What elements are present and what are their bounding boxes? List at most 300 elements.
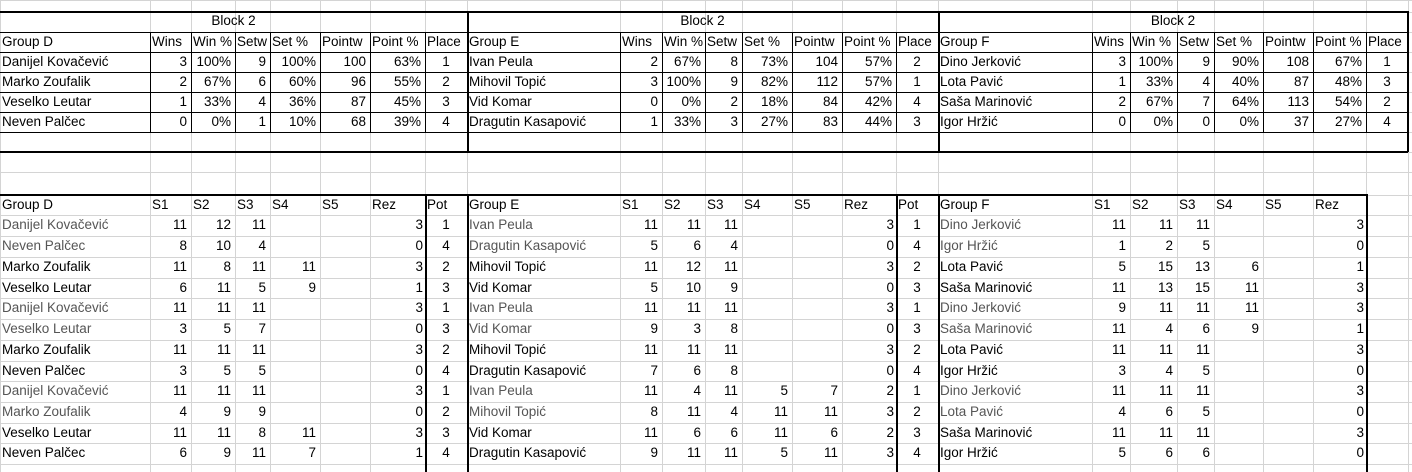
set-score-cell bbox=[744, 278, 788, 298]
set-score-cell bbox=[322, 278, 366, 298]
set-score-cell: 11 bbox=[723, 217, 738, 232]
set-score-cell bbox=[1265, 423, 1309, 443]
stat-cell: 48% bbox=[1334, 74, 1362, 89]
stat-cell: 33% bbox=[673, 114, 701, 129]
stat-cell: 55% bbox=[393, 74, 421, 89]
stat-cell: 0% bbox=[1153, 114, 1173, 129]
set-score-cell bbox=[1216, 340, 1259, 360]
result-cell: 3 bbox=[1356, 300, 1364, 315]
set-score-cell: 11 bbox=[1111, 321, 1126, 336]
set-score-cell: 9 bbox=[650, 321, 658, 336]
pot-cell: 4 bbox=[442, 445, 450, 460]
set-score-cell: 8 bbox=[223, 259, 231, 274]
set-score-cell: 5 bbox=[1202, 404, 1210, 419]
result-cell: 3 bbox=[415, 217, 423, 232]
stat-cell: 10% bbox=[288, 114, 316, 129]
player-name: Danijel Kovačević bbox=[2, 217, 109, 232]
set-score-cell: 11 bbox=[643, 342, 658, 357]
player-name: Igor Hržić bbox=[940, 445, 998, 460]
stat-cell: 57% bbox=[864, 54, 892, 69]
set-score-cell: 4 bbox=[1165, 321, 1173, 336]
set-score-cell: 3 bbox=[179, 363, 187, 378]
column-header: Place bbox=[1368, 34, 1402, 49]
set-score-cell: 3 bbox=[179, 321, 187, 336]
stat-cell: 100 bbox=[343, 54, 366, 69]
column-header: S4 bbox=[1216, 197, 1233, 212]
set-score-cell: 5 bbox=[1202, 238, 1210, 253]
result-cell: 1 bbox=[415, 445, 423, 460]
set-score-cell bbox=[1265, 319, 1309, 339]
set-score-cell bbox=[1265, 298, 1309, 318]
set-score-cell bbox=[272, 298, 316, 318]
pot-cell: 4 bbox=[913, 238, 921, 253]
player-name: Marko Zoufalik bbox=[2, 404, 91, 419]
set-score-cell: 15 bbox=[1194, 280, 1210, 295]
pot-cell: 4 bbox=[913, 445, 921, 460]
set-score-cell: 2 bbox=[1165, 238, 1173, 253]
pot-cell: 4 bbox=[442, 238, 450, 253]
player-name: Lota Pavić bbox=[940, 259, 1004, 274]
result-cell: 3 bbox=[886, 259, 894, 274]
player-name: Saša Marinović bbox=[940, 425, 1033, 440]
stat-cell: 67% bbox=[1334, 54, 1362, 69]
stat-cell: 27% bbox=[1334, 114, 1362, 129]
place-cell: 4 bbox=[1383, 114, 1391, 129]
column-header: Wins bbox=[622, 34, 652, 49]
column-header: Pointw bbox=[794, 34, 835, 49]
set-score-cell: 11 bbox=[643, 300, 658, 315]
player-name: Ivan Peula bbox=[469, 54, 533, 69]
set-score-cell: 11 bbox=[1195, 383, 1210, 398]
player-name: Vid Komar bbox=[469, 94, 532, 109]
set-score-cell: 11 bbox=[823, 445, 838, 460]
set-score-cell: 5 bbox=[650, 238, 658, 253]
set-score-cell bbox=[1216, 361, 1259, 381]
stat-cell: 36% bbox=[288, 94, 316, 109]
place-cell: 2 bbox=[1383, 94, 1391, 109]
pot-cell: 3 bbox=[442, 321, 450, 336]
place-cell: 3 bbox=[913, 114, 921, 129]
result-cell: 3 bbox=[1356, 217, 1364, 232]
set-score-cell bbox=[1265, 278, 1309, 298]
set-score-cell bbox=[272, 236, 316, 256]
stat-cell: 1 bbox=[179, 94, 187, 109]
stat-cell: 44% bbox=[864, 114, 892, 129]
set-score-cell: 13 bbox=[1194, 259, 1210, 274]
player-name: Ivan Peula bbox=[469, 300, 533, 315]
set-score-cell: 11 bbox=[216, 280, 231, 295]
set-score-cell: 5 bbox=[223, 363, 231, 378]
stat-cell: 33% bbox=[1145, 74, 1173, 89]
place-cell: 1 bbox=[1383, 54, 1391, 69]
result-cell: 3 bbox=[415, 259, 423, 274]
result-cell: 0 bbox=[886, 280, 894, 295]
stat-cell: 18% bbox=[760, 94, 788, 109]
set-score-cell: 11 bbox=[1244, 280, 1259, 295]
set-score-cell: 11 bbox=[216, 300, 231, 315]
set-score-cell: 8 bbox=[179, 238, 187, 253]
set-score-cell bbox=[272, 361, 316, 381]
stat-cell: 84 bbox=[822, 94, 838, 109]
column-header: Win % bbox=[664, 34, 704, 49]
player-name: Neven Palčec bbox=[2, 363, 86, 378]
set-score-cell: 6 bbox=[1251, 259, 1259, 274]
result-cell: 1 bbox=[415, 280, 423, 295]
result-cell: 3 bbox=[886, 342, 894, 357]
set-score-cell: 5 bbox=[258, 280, 266, 295]
column-header: S2 bbox=[193, 197, 210, 212]
set-score-cell bbox=[322, 402, 366, 422]
stat-cell: 3 bbox=[730, 114, 738, 129]
player-name: Marko Zoufalik bbox=[2, 259, 91, 274]
set-score-cell: 11 bbox=[216, 383, 231, 398]
player-name: Danijel Kovačević bbox=[2, 54, 109, 69]
player-name: Ivan Peula bbox=[469, 383, 533, 398]
set-score-cell: 11 bbox=[773, 404, 788, 419]
pot-cell: 2 bbox=[442, 342, 450, 357]
set-score-cell: 11 bbox=[643, 425, 658, 440]
result-cell: 0 bbox=[1356, 238, 1364, 253]
block-title: Block 2 bbox=[211, 13, 256, 28]
set-score-cell: 9 bbox=[223, 445, 231, 460]
set-score-cell: 4 bbox=[179, 404, 187, 419]
pot-cell: 2 bbox=[913, 259, 921, 274]
set-score-cell: 11 bbox=[251, 217, 266, 232]
player-name: Igor Hržić bbox=[940, 363, 998, 378]
column-header: Point % bbox=[844, 34, 891, 49]
result-cell: 0 bbox=[415, 238, 423, 253]
column-header: Set % bbox=[1216, 34, 1253, 49]
set-score-cell: 11 bbox=[823, 404, 838, 419]
result-cell: 0 bbox=[415, 363, 423, 378]
column-header: S1 bbox=[622, 197, 639, 212]
place-cell: 3 bbox=[442, 94, 450, 109]
player-name: Vid Komar bbox=[469, 280, 532, 295]
stat-cell: 108 bbox=[1286, 54, 1309, 69]
player-name: Igor Hržić bbox=[940, 114, 998, 129]
stat-cell: 3 bbox=[650, 74, 658, 89]
stat-cell: 0 bbox=[179, 114, 187, 129]
set-score-cell bbox=[272, 319, 316, 339]
stat-cell: 0% bbox=[681, 94, 701, 109]
set-score-cell: 4 bbox=[693, 383, 701, 398]
result-cell: 3 bbox=[1356, 280, 1364, 295]
block-title: Block 2 bbox=[680, 13, 725, 28]
set-score-cell bbox=[322, 319, 366, 339]
pot-cell: 4 bbox=[442, 363, 450, 378]
set-score-cell: 11 bbox=[643, 217, 658, 232]
column-header: Set % bbox=[272, 34, 309, 49]
set-score-cell: 11 bbox=[1111, 383, 1126, 398]
pot-cell: 1 bbox=[442, 217, 450, 232]
set-score-cell: 5 bbox=[223, 321, 231, 336]
stat-cell: 64% bbox=[1231, 94, 1259, 109]
pot-cell: 2 bbox=[442, 404, 450, 419]
player-name: Vid Komar bbox=[469, 321, 532, 336]
set-score-cell bbox=[322, 215, 366, 235]
set-score-cell: 11 bbox=[643, 259, 658, 274]
set-score-cell: 7 bbox=[650, 363, 658, 378]
stat-cell: 45% bbox=[393, 94, 421, 109]
set-score-cell bbox=[272, 381, 316, 401]
set-score-cell bbox=[1265, 236, 1309, 256]
set-score-cell: 11 bbox=[172, 217, 187, 232]
set-score-cell: 9 bbox=[308, 280, 316, 295]
set-score-cell: 9 bbox=[223, 404, 231, 419]
column-header: S3 bbox=[237, 197, 254, 212]
set-score-cell: 11 bbox=[723, 300, 738, 315]
player-name: Veselko Leutar bbox=[2, 280, 92, 295]
stat-cell: 4 bbox=[258, 94, 266, 109]
set-score-cell bbox=[794, 298, 838, 318]
set-score-cell: 11 bbox=[1195, 425, 1210, 440]
set-score-cell: 11 bbox=[172, 259, 187, 274]
place-cell: 2 bbox=[913, 54, 921, 69]
player-name: Mihovil Topić bbox=[469, 74, 547, 89]
set-score-cell: 5 bbox=[780, 383, 788, 398]
player-name: Dragutin Kasapović bbox=[469, 238, 587, 253]
set-score-cell bbox=[322, 443, 366, 463]
set-score-cell: 8 bbox=[730, 363, 738, 378]
stat-cell: 60% bbox=[288, 74, 316, 89]
set-score-cell: 4 bbox=[730, 238, 738, 253]
column-header: Pot bbox=[898, 197, 919, 212]
stat-cell: 3 bbox=[179, 54, 187, 69]
set-score-cell bbox=[1265, 443, 1309, 463]
result-cell: 2 bbox=[886, 425, 894, 440]
set-score-cell: 11 bbox=[1158, 300, 1173, 315]
pot-cell: 3 bbox=[913, 321, 921, 336]
group-header: Group D bbox=[2, 34, 54, 49]
set-score-cell bbox=[322, 340, 366, 360]
set-score-cell bbox=[1265, 381, 1309, 401]
stat-cell: 7 bbox=[1202, 94, 1210, 109]
set-score-cell: 15 bbox=[1157, 259, 1173, 274]
set-score-cell: 5 bbox=[1118, 445, 1126, 460]
result-cell: 3 bbox=[415, 383, 423, 398]
set-score-cell: 11 bbox=[686, 445, 701, 460]
set-score-cell: 1 bbox=[1118, 238, 1126, 253]
set-score-cell bbox=[1216, 381, 1259, 401]
player-name: Marko Zoufalik bbox=[2, 74, 91, 89]
player-name: Neven Palčec bbox=[2, 238, 86, 253]
set-score-cell: 12 bbox=[215, 217, 231, 232]
set-score-cell: 9 bbox=[1251, 321, 1259, 336]
set-score-cell bbox=[322, 381, 366, 401]
set-score-cell bbox=[322, 257, 366, 277]
stat-cell: 39% bbox=[393, 114, 421, 129]
stat-cell: 2 bbox=[730, 94, 738, 109]
result-cell: 0 bbox=[1356, 363, 1364, 378]
set-score-cell: 11 bbox=[172, 425, 187, 440]
set-score-cell: 6 bbox=[1165, 404, 1173, 419]
pot-cell: 3 bbox=[913, 280, 921, 295]
set-score-cell bbox=[322, 236, 366, 256]
set-score-cell: 11 bbox=[643, 383, 658, 398]
set-score-cell: 5 bbox=[650, 280, 658, 295]
column-header: S3 bbox=[1179, 197, 1196, 212]
stat-cell: 9 bbox=[1202, 54, 1210, 69]
set-score-cell bbox=[744, 319, 788, 339]
stat-cell: 68 bbox=[350, 114, 366, 129]
place-cell: 4 bbox=[442, 114, 450, 129]
result-cell: 2 bbox=[886, 383, 894, 398]
stat-cell: 67% bbox=[673, 54, 701, 69]
set-score-cell: 6 bbox=[830, 425, 838, 440]
set-score-cell: 9 bbox=[650, 445, 658, 460]
player-name: Mihovil Topić bbox=[469, 259, 547, 274]
column-header: S1 bbox=[1094, 197, 1111, 212]
set-score-cell: 13 bbox=[1157, 280, 1173, 295]
set-score-cell bbox=[272, 215, 316, 235]
stat-cell: 100% bbox=[196, 54, 231, 69]
group-header: Group E bbox=[469, 197, 520, 212]
column-header: S5 bbox=[322, 197, 339, 212]
player-name: Ivan Peula bbox=[469, 217, 533, 232]
player-name: Igor Hržić bbox=[940, 238, 998, 253]
column-header: Setw bbox=[237, 34, 268, 49]
stat-cell: 2 bbox=[650, 54, 658, 69]
result-cell: 0 bbox=[415, 404, 423, 419]
set-score-cell bbox=[1265, 402, 1309, 422]
set-score-cell: 9 bbox=[258, 404, 266, 419]
stat-cell: 82% bbox=[760, 74, 788, 89]
column-header: Set % bbox=[744, 34, 781, 49]
set-score-cell: 11 bbox=[723, 445, 738, 460]
set-score-cell: 9 bbox=[1118, 300, 1126, 315]
set-score-cell bbox=[272, 340, 316, 360]
set-score-cell: 11 bbox=[251, 300, 266, 315]
group-header: Group E bbox=[469, 34, 520, 49]
set-score-cell: 11 bbox=[1244, 300, 1259, 315]
set-score-cell: 11 bbox=[1111, 425, 1126, 440]
set-score-cell: 6 bbox=[693, 238, 701, 253]
set-score-cell: 11 bbox=[172, 342, 187, 357]
set-score-cell bbox=[794, 361, 838, 381]
set-score-cell: 11 bbox=[1158, 383, 1173, 398]
stat-cell: 63% bbox=[393, 54, 421, 69]
column-header: Rez bbox=[1315, 197, 1340, 212]
result-cell: 0 bbox=[1356, 445, 1364, 460]
set-score-cell: 11 bbox=[686, 404, 701, 419]
result-cell: 3 bbox=[1356, 425, 1364, 440]
set-score-cell: 11 bbox=[686, 217, 701, 232]
pot-cell: 2 bbox=[442, 259, 450, 274]
set-score-cell bbox=[322, 361, 366, 381]
set-score-cell bbox=[794, 278, 838, 298]
stat-cell: 100% bbox=[281, 54, 316, 69]
set-score-cell bbox=[744, 361, 788, 381]
column-header: Win % bbox=[193, 34, 233, 49]
stat-cell: 83 bbox=[822, 114, 838, 129]
stat-cell: 1 bbox=[258, 114, 266, 129]
result-cell: 0 bbox=[415, 321, 423, 336]
result-cell: 3 bbox=[1356, 342, 1364, 357]
result-cell: 3 bbox=[415, 425, 423, 440]
player-name: Neven Palčec bbox=[2, 114, 86, 129]
pot-cell: 3 bbox=[913, 425, 921, 440]
set-score-cell bbox=[322, 298, 366, 318]
result-cell: 1 bbox=[1356, 259, 1364, 274]
set-score-cell: 7 bbox=[830, 383, 838, 398]
player-name: Marko Zoufalik bbox=[2, 342, 91, 357]
pot-cell: 1 bbox=[913, 217, 921, 232]
stat-cell: 37 bbox=[1293, 114, 1309, 129]
set-score-cell: 6 bbox=[179, 280, 187, 295]
stat-cell: 73% bbox=[760, 54, 788, 69]
stat-cell: 4 bbox=[1202, 74, 1210, 89]
player-name: Lota Pavić bbox=[940, 74, 1004, 89]
set-score-cell: 11 bbox=[1195, 342, 1210, 357]
set-score-cell: 6 bbox=[179, 445, 187, 460]
player-name: Dragutin Kasapović bbox=[469, 445, 587, 460]
stat-cell: 0 bbox=[1202, 114, 1210, 129]
pot-cell: 1 bbox=[442, 300, 450, 315]
set-score-cell: 9 bbox=[730, 280, 738, 295]
pot-cell: 2 bbox=[913, 342, 921, 357]
pot-cell: 2 bbox=[913, 404, 921, 419]
player-name: Dragutin Kasapović bbox=[469, 114, 587, 129]
set-score-cell bbox=[744, 236, 788, 256]
set-score-cell: 11 bbox=[301, 425, 316, 440]
stat-cell: 1 bbox=[1118, 74, 1126, 89]
column-header: S2 bbox=[664, 197, 681, 212]
stat-cell: 27% bbox=[760, 114, 788, 129]
place-cell: 4 bbox=[913, 94, 921, 109]
column-header: Setw bbox=[1179, 34, 1210, 49]
player-name: Veselko Leutar bbox=[2, 321, 92, 336]
set-score-cell: 8 bbox=[650, 404, 658, 419]
player-name: Dino Jerković bbox=[940, 54, 1022, 69]
set-score-cell: 8 bbox=[730, 321, 738, 336]
stat-cell: 9 bbox=[730, 74, 738, 89]
stat-cell: 0 bbox=[650, 94, 658, 109]
column-header: Setw bbox=[707, 34, 738, 49]
set-score-cell bbox=[794, 236, 838, 256]
stat-cell: 2 bbox=[1118, 94, 1126, 109]
set-score-cell: 11 bbox=[1195, 217, 1210, 232]
set-score-cell bbox=[322, 423, 366, 443]
pot-cell: 3 bbox=[442, 280, 450, 295]
stat-cell: 112 bbox=[816, 74, 838, 89]
column-header: S4 bbox=[744, 197, 761, 212]
set-score-cell: 6 bbox=[693, 363, 701, 378]
set-score-cell bbox=[1216, 236, 1259, 256]
player-name: Danijel Kovačević bbox=[2, 300, 109, 315]
set-score-cell: 11 bbox=[172, 300, 187, 315]
set-score-cell: 11 bbox=[723, 342, 738, 357]
set-score-cell: 8 bbox=[258, 425, 266, 440]
set-score-cell: 4 bbox=[258, 238, 266, 253]
set-score-cell bbox=[794, 215, 838, 235]
result-cell: 3 bbox=[1356, 383, 1364, 398]
set-score-cell: 11 bbox=[773, 425, 788, 440]
set-score-cell: 11 bbox=[251, 259, 266, 274]
set-score-cell: 7 bbox=[258, 321, 266, 336]
stat-cell: 42% bbox=[864, 94, 892, 109]
set-score-cell: 6 bbox=[1202, 321, 1210, 336]
pot-cell: 3 bbox=[442, 425, 450, 440]
column-header: Wins bbox=[1094, 34, 1124, 49]
column-header: S2 bbox=[1132, 197, 1149, 212]
column-header: Pointw bbox=[1265, 34, 1306, 49]
player-name: Veselko Leutar bbox=[2, 425, 92, 440]
group-header: Group F bbox=[940, 34, 990, 49]
set-score-cell bbox=[1216, 443, 1259, 463]
column-header: S4 bbox=[272, 197, 289, 212]
set-score-cell bbox=[1216, 423, 1259, 443]
column-header: Pot bbox=[427, 197, 448, 212]
